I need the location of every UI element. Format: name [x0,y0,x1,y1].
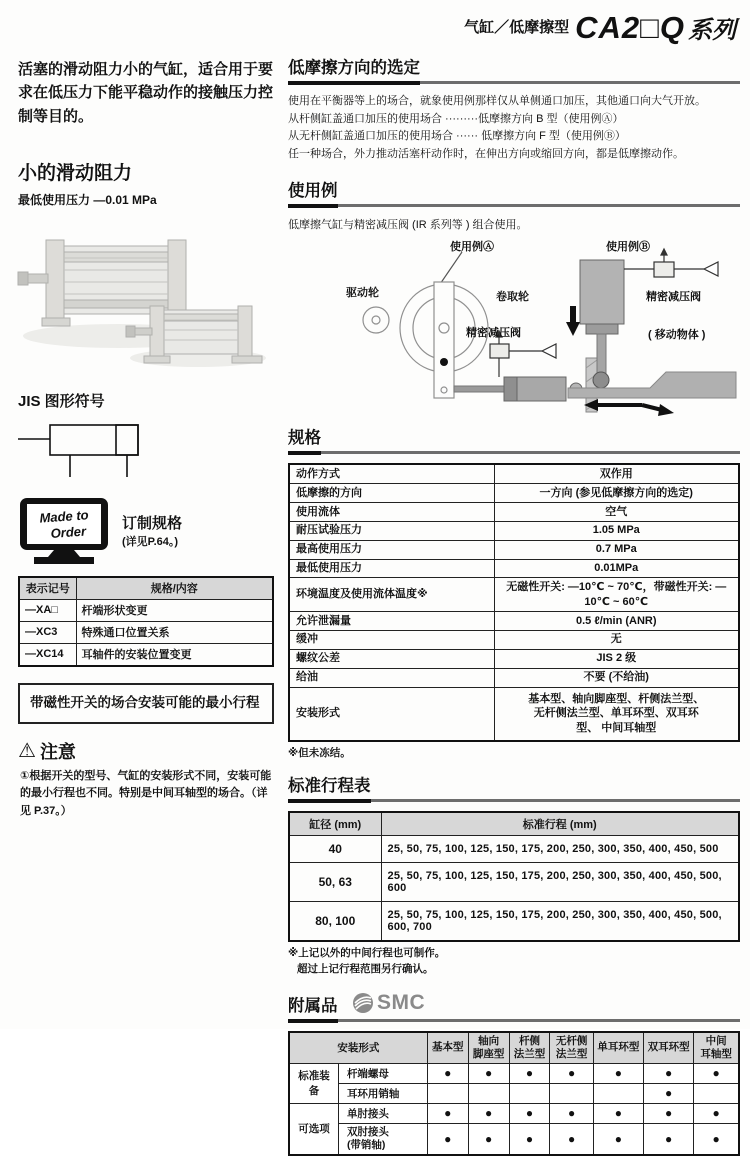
table-row [289,1083,739,1103]
availability-dot [593,1083,643,1103]
order-desc: 特殊通口位置关系 [76,621,273,643]
bore-size: 80, 100 [289,902,381,942]
min-stroke-box: 带磁性开关的场合安装可能的最小行程 [18,683,274,724]
stroke-list: 25, 50, 75, 100, 125, 150, 175, 200, 250, 300, 350, 400, 450, 500, 600, 700 [381,902,739,942]
table-row [289,630,739,649]
accessory-group: 标准装备 [289,1063,338,1103]
spec-label: 使用流体 [289,503,494,522]
availability-dot [468,1083,509,1103]
spec-footnote: ※但未冻结。 [288,747,351,760]
availability-dot: ● [468,1123,509,1155]
jis-symbol-drawing [18,417,168,479]
stroke-list: 25, 50, 75, 100, 125, 150, 175, 200, 250, 300, 350, 400, 450, 500 [381,836,739,863]
section-title: 附属品 [288,992,338,1023]
spec-value: 0.7 MPa [494,540,739,559]
spec-value: 双作用 [494,464,739,483]
table-row [289,902,739,942]
availability-dot [509,1083,550,1103]
table-row [19,643,273,666]
availability-dot: ● [644,1083,694,1103]
spec-label: 动作方式 [289,464,494,483]
direction-text [288,93,740,163]
made-to-order-row [18,496,274,566]
example-a-regulator-label: 精密减压阀 [466,327,521,340]
order-desc: 耳轴件的安装位置变更 [76,643,273,666]
heading-rule [321,451,740,454]
example-a-title: 使用例Ⓐ [450,241,494,254]
table-row [289,649,739,668]
heading-rule [420,81,740,84]
spec-label: 耐压试验压力 [289,521,494,540]
availability-dot: ● [509,1123,550,1155]
intro-paragraph: 活塞的滑动阻力小的气缸，适合用于要求在低压力下能平稳动作的接触压力控制等目的。 [18,61,274,125]
availability-dot: ● [427,1103,468,1123]
spec-value: 0.5 ℓ/min (ANR) [494,612,739,631]
mount-type-header: 轴向 脚座型 [468,1032,509,1064]
table-row [289,464,739,483]
order-table-header-desc: 规格/内容 [76,577,273,600]
spec-label: 缓冲 [289,630,494,649]
spec-label: 最低使用压力 [289,559,494,578]
table-row [289,540,739,559]
availability-dot: ● [593,1123,643,1155]
availability-dot: ● [644,1063,694,1083]
availability-dot: ● [509,1103,550,1123]
availability-dot: ● [694,1123,739,1155]
example-b-regulator-label: 精密减压阀 [646,291,701,304]
stroke-list: 25, 50, 75, 100, 125, 150, 175, 200, 250, 300, 350, 400, 450, 500, 600 [381,863,739,902]
order-table-header-code: 表示记号 [19,577,76,600]
feature-subtitle: 最低使用压力 —0.01 MPa [18,192,157,207]
section-title: 标准行程表 [288,772,371,803]
accessory-group: 可选项 [289,1103,338,1155]
example-a-takeup-wheel-label: 卷取轮 [496,291,529,304]
availability-dot: ● [468,1103,509,1123]
section-title: 低摩擦方向的选定 [288,54,420,85]
section-spec-heading [288,424,740,455]
accessory-item: 耳环用销轴 [338,1083,427,1103]
spec-value: 基本型、轴向脚座型、杆侧法兰型、 无杆侧法兰型、单耳环型、双耳环型、 中间耳轴型 [494,687,739,741]
examples-intro: 低摩擦气缸与精密减压阀 (IR 系列等 ) 组合使用。 [288,219,528,232]
caution-header [18,738,274,764]
stroke-footnote: ※上记以外的中间行程也可制作。 [288,947,446,960]
table-row [289,668,739,687]
section-title: 规格 [288,424,321,455]
spec-value: 0.01MPa [494,559,739,578]
table-row [289,503,739,522]
table-row [289,612,739,631]
smc-logo-text: SMC [377,991,426,1014]
accessory-corner-header: 安装形式 [289,1032,427,1064]
availability-dot [427,1083,468,1103]
order-code: —XA□ [19,599,76,621]
table-row [289,578,739,612]
stroke-header-bore: 缸径 (mm) [289,812,381,836]
availability-dot: ● [593,1103,643,1123]
smc-emblem-icon [352,992,374,1014]
mount-type-header: 单耳环型 [593,1032,643,1064]
spec-label: 螺纹公差 [289,649,494,668]
spec-value: 不要 (不给油) [494,668,739,687]
svg-text:Made to: Made to [39,507,90,526]
table-row [289,484,739,503]
accessory-item: 单肘接头 [338,1103,427,1123]
spec-value: 无 [494,630,739,649]
direction-line: 从无杆侧缸盖通口加压的使用场合 ······ 低摩擦方向 F 型（使用例Ⓑ） [288,130,626,143]
spec-value: JIS 2 级 [494,649,739,668]
warning-icon: ⚠ [18,739,36,762]
section-title: 使用例 [288,177,338,208]
spec-value: 1.05 MPa [494,521,739,540]
availability-dot: ● [509,1063,550,1083]
spec-table [288,463,740,742]
made-to-order-label: 订制规格 [122,515,183,533]
mount-type-header: 中间 耳轴型 [694,1032,739,1064]
caution-text: ①根据开关的型号、气缸的安装形式不同，安装可能的最小行程也不同。特别是中间耳轴型的场合。（详见 P.37。） [20,769,272,817]
availability-dot [550,1083,593,1103]
table-row [289,1063,739,1083]
section-direction-heading [288,54,740,85]
table-row [289,1123,739,1155]
feature-title: 小的滑动阻力 [18,162,133,184]
accessory-item: 杆端螺母 [338,1063,427,1083]
example-a-drive-wheel-label: 驱动轮 [346,287,379,300]
mount-type-header: 双耳环型 [644,1032,694,1064]
stroke-footnote: 超过上记行程范围另行确认。 [297,962,434,975]
table-row [289,521,739,540]
direction-line: 从杆侧缸盖通口加压的使用场合 ·········低摩擦方向 B 型（使用例Ⓐ） [288,112,624,125]
direction-line: 使用在平衡器等上的场合，就象使用例那样仅从单侧通口加压，其他通口向大气开放。 [288,95,706,107]
product-category: 气缸／低摩擦型 [464,19,570,36]
mount-type-header: 无杆侧 法兰型 [550,1032,593,1064]
stroke-footnotes [288,946,740,978]
order-code: —XC3 [19,621,76,643]
availability-dot: ● [550,1103,593,1123]
made-to-order-icon [18,496,114,566]
example-b-title: 使用例Ⓑ [606,241,650,254]
table-row [289,836,739,863]
spec-label: 给油 [289,668,494,687]
table-row [19,599,273,621]
spec-label: 环境温度及使用流体温度※ [289,578,494,612]
example-b-moving-object-label: ( 移动物体 ) [648,329,706,342]
availability-dot: ● [427,1123,468,1155]
availability-dot: ● [644,1123,694,1155]
availability-dot: ● [550,1063,593,1083]
availability-dot [694,1083,739,1103]
product-photo [18,218,268,376]
examples-diagrams [288,236,740,420]
spec-value: 一方向 (参见低摩擦方向的选定) [494,484,739,503]
example-b-diagram [566,236,742,414]
accessory-table [288,1031,740,1156]
bore-size: 40 [289,836,381,863]
order-code: —XC14 [19,643,76,666]
mount-type-header: 基本型 [427,1032,468,1064]
availability-dot: ● [468,1063,509,1083]
caution-title: 注意 [39,741,76,762]
availability-dot: ● [550,1123,593,1155]
spec-label: 最高使用压力 [289,540,494,559]
spec-value: 无磁性开关: —10℃ ~ 70℃，带磁性开关: —10℃ ~ 60℃ [494,578,739,612]
spec-label: 允许泄漏量 [289,612,494,631]
direction-line: 任一种场合，外力推动活塞杆动作时，在伸出方向或缩回方向，都是低摩擦动作。 [288,147,684,160]
left-column [18,54,274,1156]
stroke-header-strokes: 标准行程 (mm) [381,812,739,836]
availability-dot: ● [694,1103,739,1123]
series-code: CA2□Q [575,10,685,45]
made-to-order-table [18,576,274,667]
order-desc: 杆端形状变更 [76,599,273,621]
heading-rule [371,799,741,802]
table-row [289,863,739,902]
availability-dot: ● [694,1063,739,1083]
series-suffix: 系列 [688,17,736,44]
availability-dot: ● [427,1063,468,1083]
svg-text:Order: Order [50,523,87,541]
spec-label: 安装形式 [289,687,494,741]
jis-symbol-title: JIS 图形符号 [18,392,105,410]
table-row [289,1103,739,1123]
spec-value: 空气 [494,503,739,522]
availability-dot: ● [593,1063,643,1083]
smc-logo [352,991,425,1015]
table-row [19,621,273,643]
availability-dot: ● [644,1103,694,1123]
bore-size: 50, 63 [289,863,381,902]
section-examples-heading [288,177,740,208]
heading-rule [338,1019,741,1022]
section-stroke-heading [288,772,740,803]
table-row [289,687,739,741]
heading-rule [338,204,741,207]
stroke-table [288,811,740,942]
table-row [289,559,739,578]
spec-label: 低摩擦的方向 [289,484,494,503]
accessory-item: 双肘接头 (带销轴) [338,1123,427,1155]
mount-type-header: 杆侧 法兰型 [509,1032,550,1064]
made-to-order-sub: (详见P.64。) [122,536,179,549]
page-header [18,10,740,46]
